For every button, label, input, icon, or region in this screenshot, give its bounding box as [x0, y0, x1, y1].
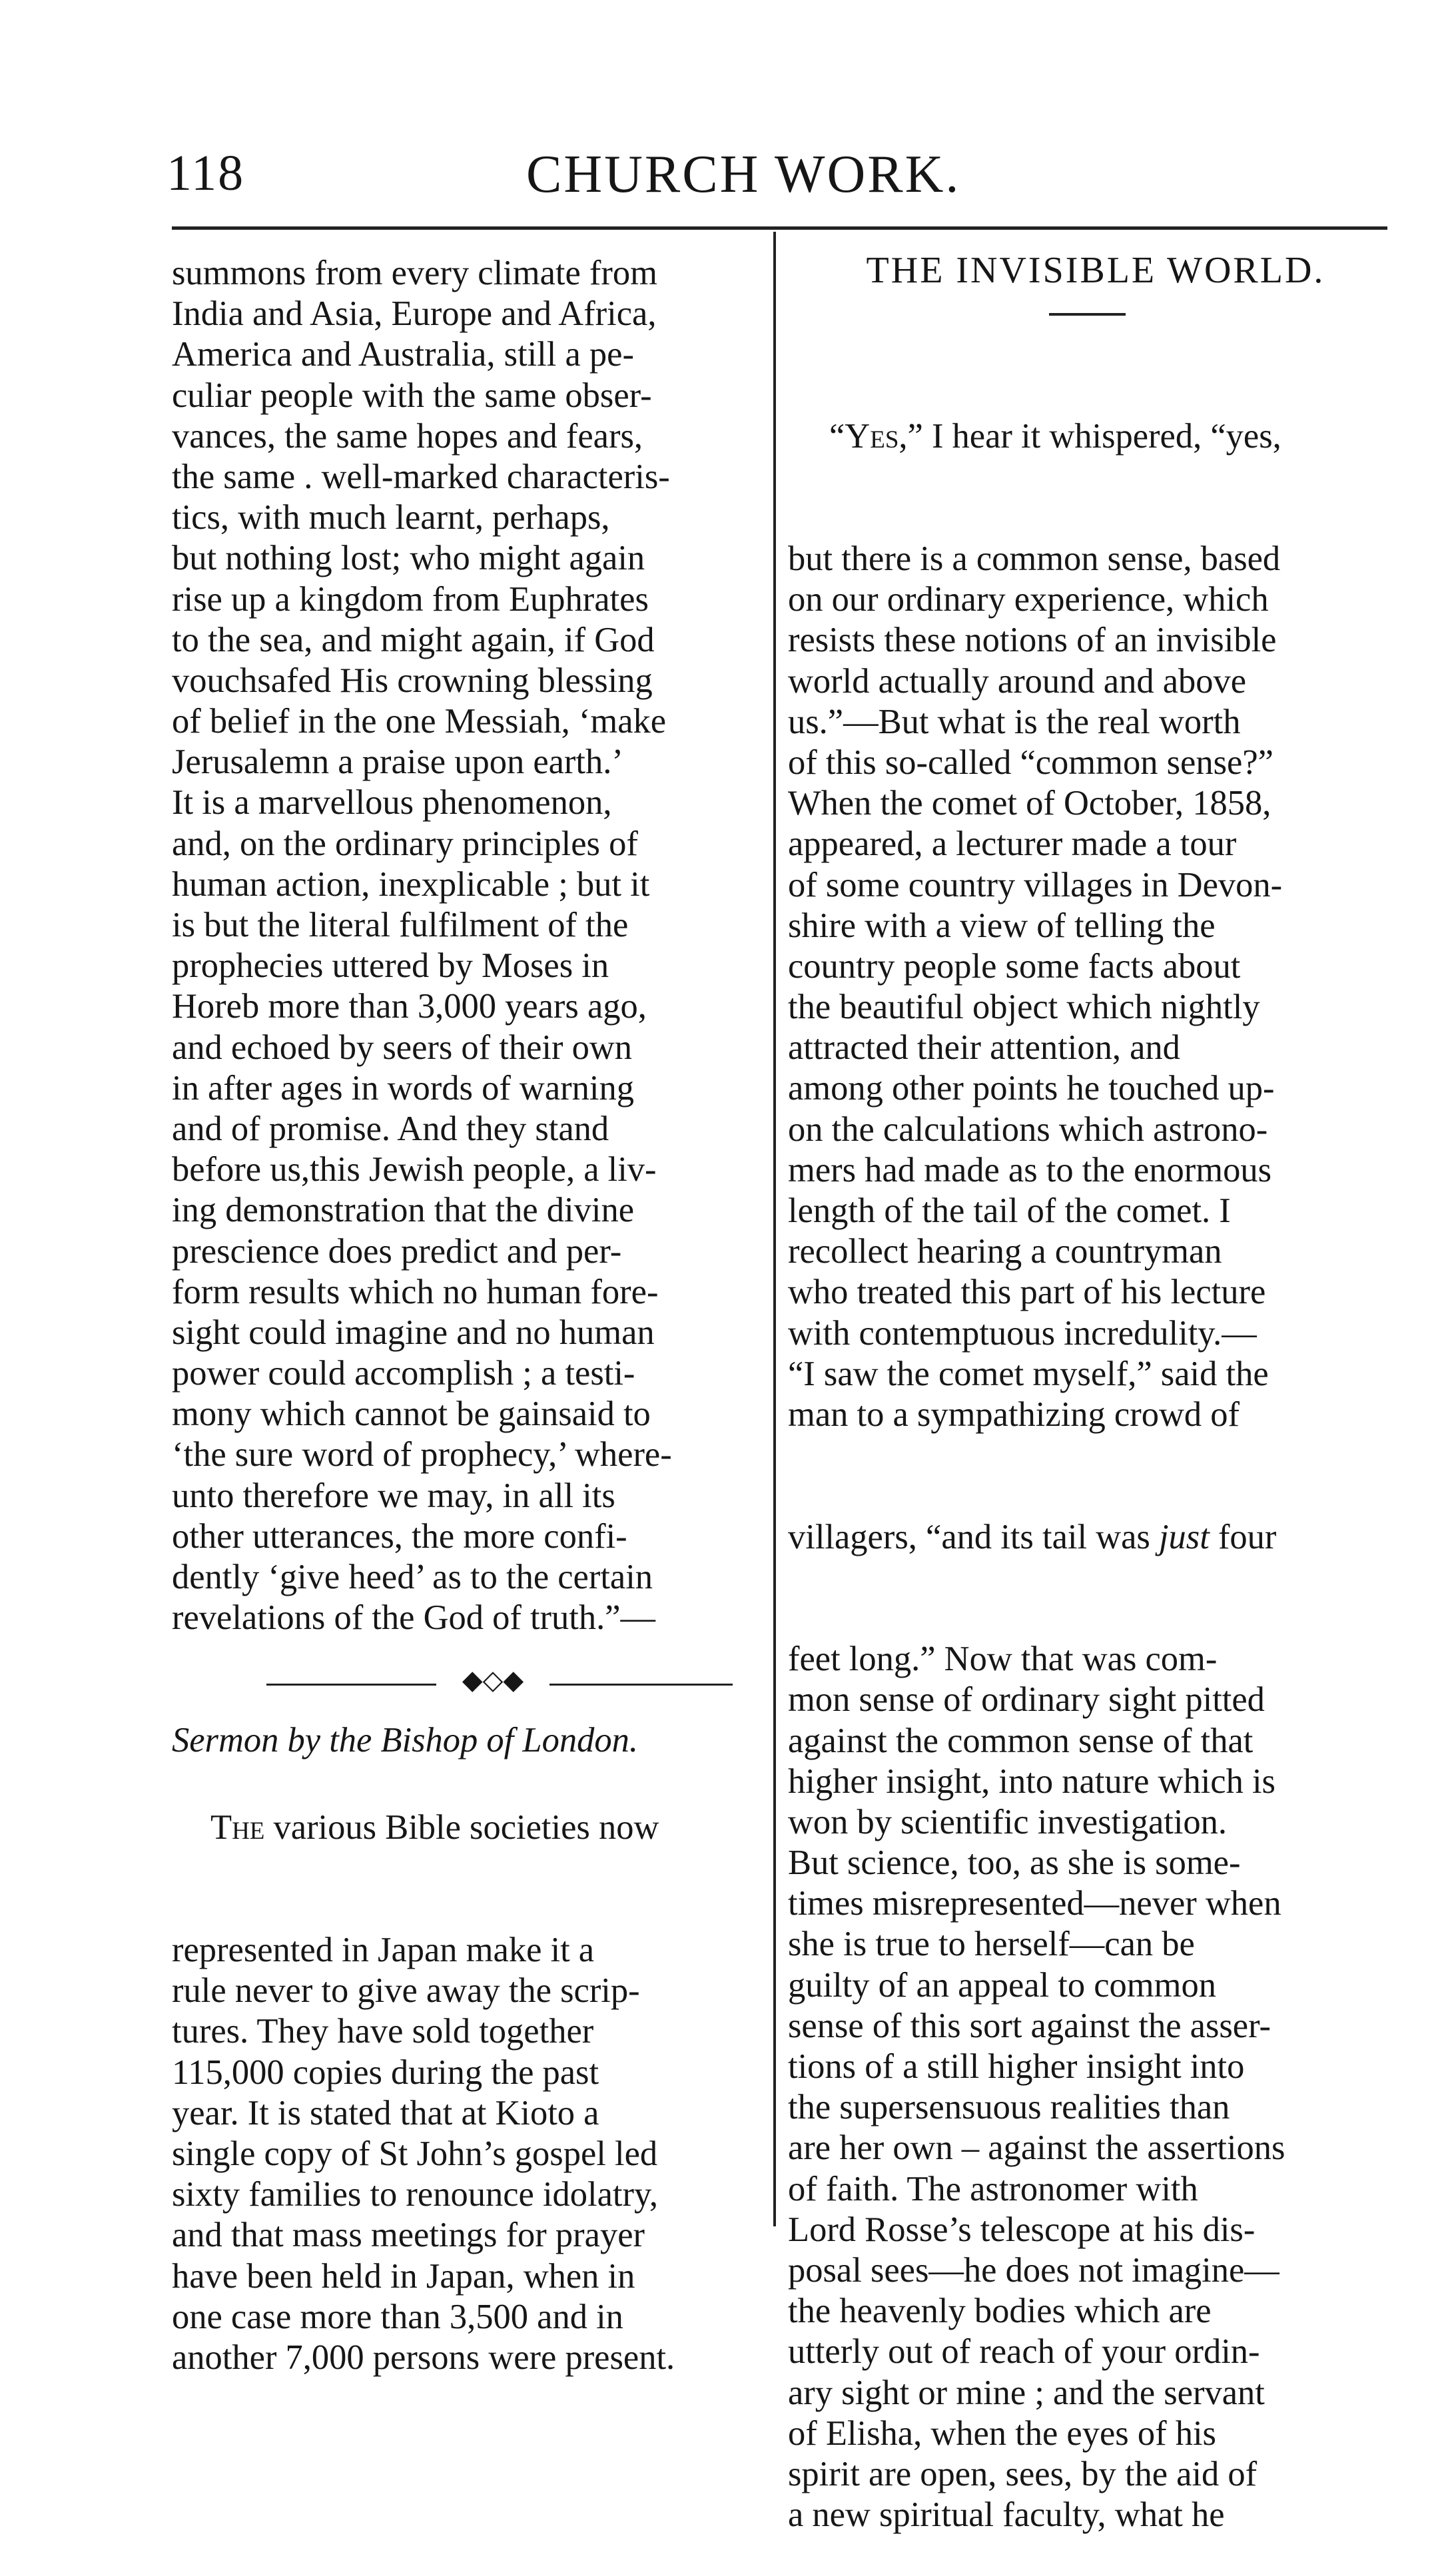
page-number: 118: [167, 145, 245, 201]
text-line: posal sees—he does not imagine—: [788, 2250, 1279, 2290]
section-ornament: [266, 1665, 733, 1696]
text-line: times misrepresented—never when: [788, 1884, 1281, 1923]
text-line: to the sea, and might again, if God: [172, 620, 655, 659]
lead-line-rest: I hear it whispered, “yes,: [922, 417, 1281, 456]
right-column-article-text: [788, 335, 1387, 2576]
text-line: attracted their attention, and: [788, 1028, 1180, 1068]
text-line: have been held in Japan, when in: [172, 2256, 635, 2296]
text-line: Jerusalemn a praise upon earth.’: [172, 743, 623, 782]
text-line: spirit are open, sees, by the aid of: [788, 2454, 1258, 2493]
text-line: are her own – against the assertions: [788, 2128, 1285, 2168]
text-line: 115,000 copies during the past: [172, 2053, 599, 2092]
text-line: human action, inexplicable ; but it: [172, 864, 650, 904]
text-line: mony which cannot be gainsaid to: [172, 1395, 651, 1434]
text-line: one case more than 3,500 and in: [172, 2297, 623, 2336]
text-line: a new spiritual faculty, what he: [788, 2495, 1225, 2535]
text-line: and that mass meetings for prayer: [172, 2216, 645, 2255]
text-line: the same . well-marked characteris-: [172, 457, 670, 496]
lead-line-rest: various Bible societies now: [264, 1808, 659, 1847]
text-line: the heavenly bodies which are: [788, 2292, 1212, 2331]
text-line: resists these notions of an invisible: [788, 621, 1277, 660]
lead-word: “Yes,”: [829, 417, 923, 456]
text-line: of faith. The astronomer with: [788, 2169, 1198, 2208]
text-line: tics, with much learnt, perhaps,: [172, 498, 610, 537]
text-line: year. It is stated that at Kioto a: [172, 2093, 599, 2132]
ornament-left-rule: [266, 1684, 436, 1686]
text-line: the supersensuous realities than: [788, 2088, 1230, 2127]
text-line: of this so-called “common sense?”: [788, 743, 1273, 782]
text-line: she is true to herself—can be: [788, 1925, 1195, 1964]
header-rule: [172, 226, 1387, 230]
text-line: is but the literal fulfilment of the: [172, 906, 629, 944]
text-line: in after ages in words of warning: [172, 1068, 634, 1108]
heading-rule: [1049, 313, 1126, 316]
text-line: summons from every climate from: [172, 254, 657, 292]
left-column-bible-societies-text: [172, 1726, 758, 2419]
text-line: with contemptuous incredulity.—: [788, 1313, 1257, 1353]
text-line: [788, 416, 1387, 457]
text-line: mon sense of ordinary sight pitted: [788, 1680, 1265, 1720]
text-line: vouchsafed His crowning blessing: [172, 661, 653, 700]
text-line: higher insight, into nature which is: [788, 1762, 1275, 1801]
lead-word: The: [210, 1808, 265, 1847]
text-line: feet long.” Now that was com-: [788, 1640, 1218, 1679]
text-line: ing demonstration that the divine: [172, 1191, 635, 1230]
ornament-glyph: ◆◇◆: [462, 1665, 524, 1696]
text-line: against the common sense of that: [788, 1721, 1254, 1760]
text-line: vances, the same hopes and fears,: [172, 416, 643, 456]
text-line: on our ordinary experience, which: [788, 580, 1269, 619]
text-line: rise up a kingdom from Euphrates: [172, 579, 649, 619]
text-line: and, on the ordinary principles of: [172, 824, 638, 863]
text-line: world actually around and above: [788, 661, 1247, 701]
text-line: But science, too, as she is some-: [788, 1843, 1241, 1883]
text-line: rule never to give away the scrip-: [172, 1971, 640, 2011]
text-line: and of promise. And they stand: [172, 1109, 609, 1148]
text-line: recollect hearing a countryman: [788, 1232, 1222, 1271]
text-line: mers had made as to the enormous: [788, 1150, 1272, 1189]
text-line: but there is a common sense, based: [788, 539, 1281, 578]
ornament-right-rule: [549, 1684, 733, 1686]
italic-word: just: [1158, 1517, 1210, 1556]
text-line: another 7,000 persons were present.: [172, 2338, 675, 2377]
text-line: us.”—But what is the real worth: [788, 702, 1241, 741]
text-line: guilty of an appeal to common: [788, 1965, 1216, 2005]
text-line: tions of a still higher insight into: [788, 2047, 1245, 2086]
text-line: and echoed by seers of their own: [172, 1028, 633, 1067]
text-line: revelations of the God of truth.”—: [172, 1598, 656, 1638]
text-line: man to a sympathizing crowd of: [788, 1395, 1240, 1434]
text-line: of belief in the one Messiah, ‘make: [172, 702, 667, 741]
text-line: culiar people with the same obser-: [172, 376, 652, 415]
text-line: ‘the sure word of prophecy,’ where-: [172, 1435, 672, 1474]
text-line: power could accomplish ; a testi-: [172, 1354, 635, 1393]
text-line: appeared, a lecturer made a tour: [788, 824, 1237, 864]
text-line: unto therefore we may, in all its: [172, 1476, 615, 1515]
text-line: sixty families to renounce idolatry,: [172, 2175, 658, 2214]
text-line: It is a marvellous phenomenon,: [172, 783, 612, 822]
text-line: country people some facts about: [788, 946, 1241, 986]
text-line: prescience does predict and per-: [172, 1231, 622, 1271]
text-fragment: four: [1209, 1517, 1277, 1556]
sermon-attribution: Sermon by the Bishop of London.: [172, 1721, 638, 1760]
text-line: of some country villages in Devon-: [788, 865, 1283, 904]
text-line: of Elisha, when the eyes of his: [788, 2414, 1216, 2453]
text-line: on the calculations which astrono-: [788, 1110, 1268, 1149]
text-line: tures. They have sold together: [172, 2012, 594, 2051]
text-line: among other points he touched up-: [788, 1069, 1275, 1108]
text-line: who treated this part of his lecture: [788, 1273, 1266, 1312]
text-line: represented in Japan make it a: [172, 1931, 595, 1969]
text-line: sight could imagine and no human: [172, 1313, 655, 1352]
text-line: other utterances, the more confi-: [172, 1516, 627, 1556]
page-title: CHURCH WORK.: [526, 145, 961, 204]
text-line: [172, 1807, 758, 1848]
column-divider: [773, 232, 776, 2226]
text-line: Horeb more than 3,000 years ago,: [172, 987, 647, 1026]
text-line: America and Australia, still a pe-: [172, 335, 634, 374]
text-line: length of the tail of the comet. I: [788, 1191, 1231, 1230]
text-line: Lord Rosse’s telescope at his dis-: [788, 2210, 1256, 2249]
text-fragment: villagers, “and its tail was: [788, 1517, 1159, 1556]
text-line: the beautiful object which nightly: [788, 988, 1260, 1027]
text-line: before us,this Jewish people, a liv-: [172, 1150, 657, 1189]
text-line: India and Asia, Europe and Africa,: [172, 294, 657, 334]
text-line: [788, 1517, 1387, 1558]
left-column-sermon-text: [172, 253, 758, 1638]
text-line: prophecies uttered by Moses in: [172, 946, 609, 986]
text-line: ary sight or mine ; and the servant: [788, 2373, 1265, 2412]
text-line: but nothing lost; who might again: [172, 539, 645, 578]
text-line: single copy of St John’s gospel led: [172, 2134, 658, 2173]
article-heading: THE INVISIBLE WORLD.: [866, 250, 1325, 291]
text-line: sense of this sort against the asser-: [788, 2006, 1271, 2045]
text-line: dently ‘give heed’ as to the certain: [172, 1558, 653, 1596]
text-line: utterly out of reach of your ordin-: [788, 2332, 1260, 2372]
text-line: shire with a view of telling the: [788, 906, 1216, 945]
text-line: When the comet of October, 1858,: [788, 784, 1271, 823]
text-line: won by scientific investigation.: [788, 1802, 1228, 1841]
text-line: “I saw the comet myself,” said the: [788, 1354, 1269, 1393]
text-line: form results which no human fore-: [172, 1272, 659, 1311]
